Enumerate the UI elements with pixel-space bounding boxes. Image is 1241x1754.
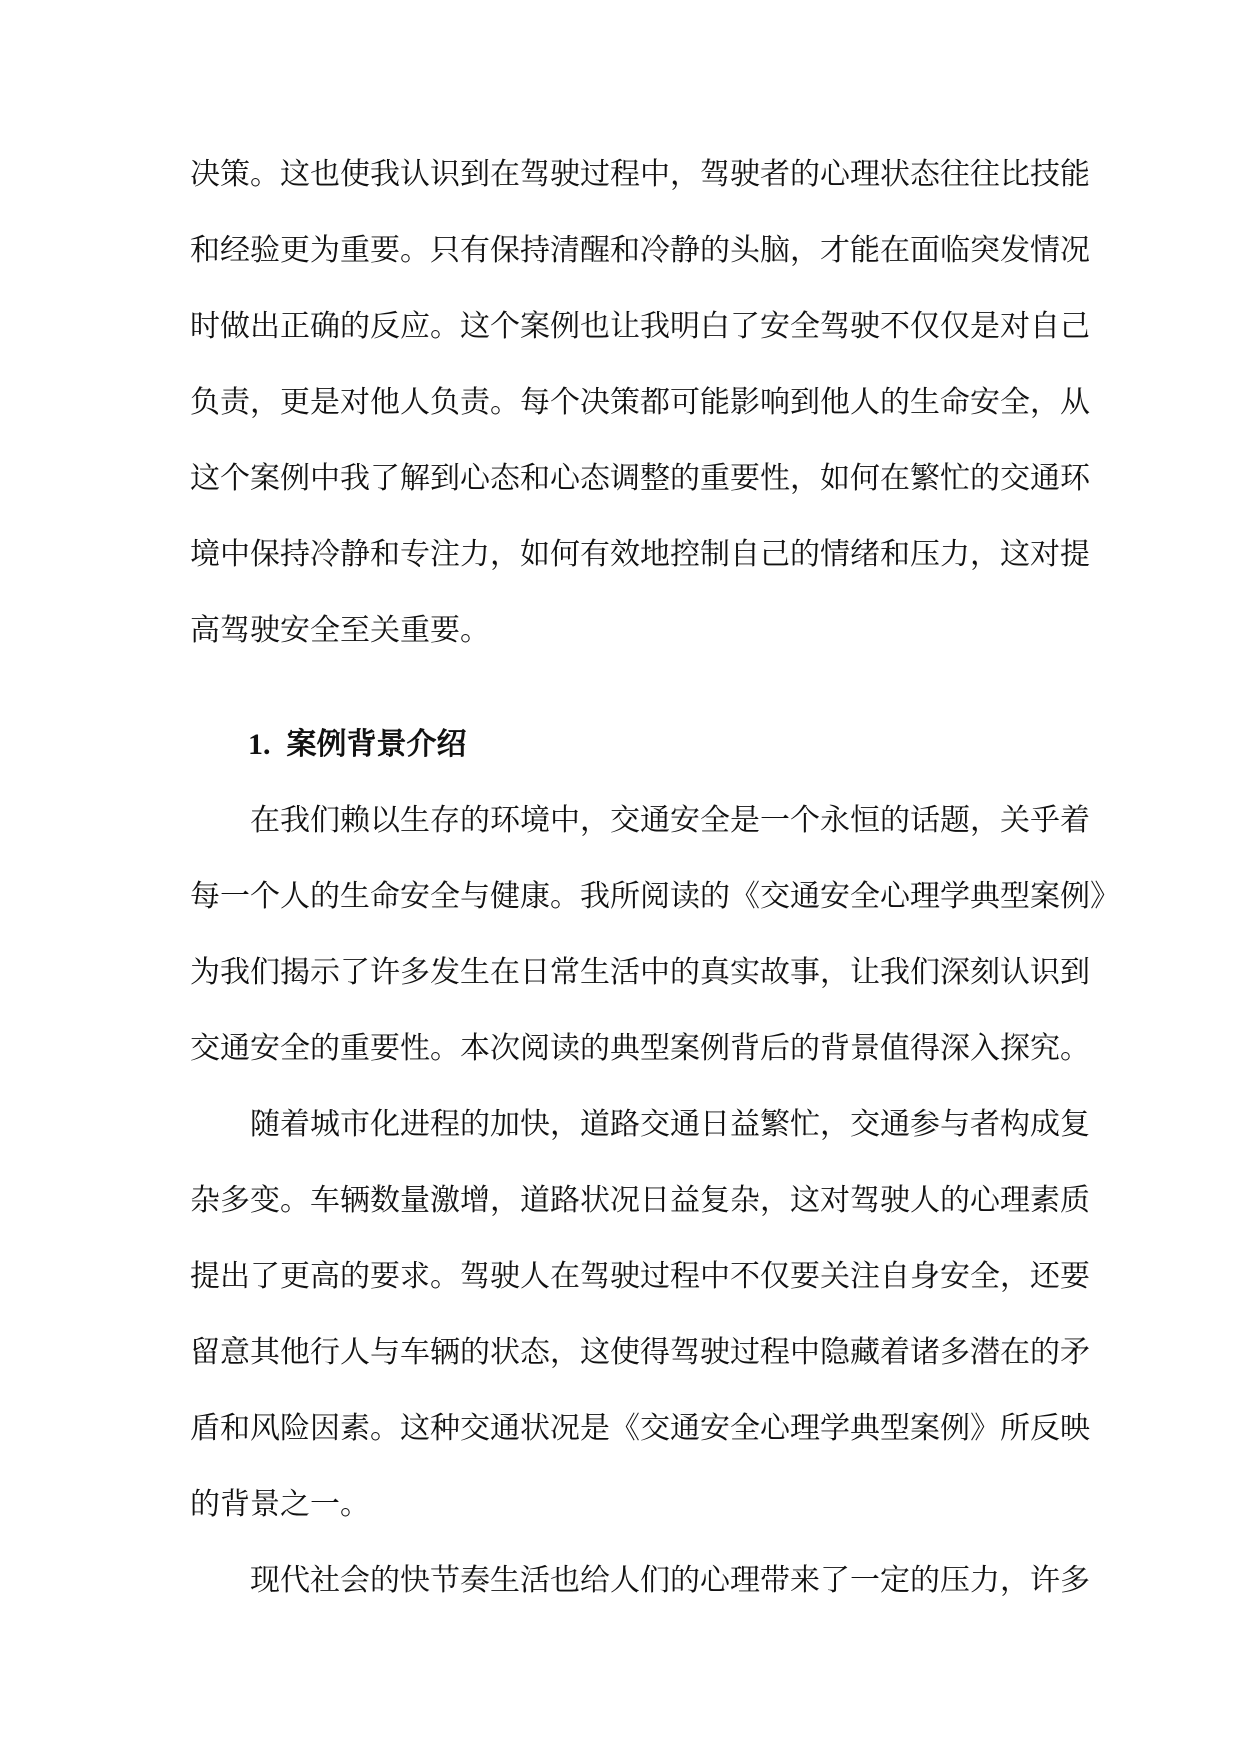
text-line: 在我们赖以生存的环境中，交通安全是一个永恒的话题，关乎着 xyxy=(250,803,1090,838)
section-spacer xyxy=(190,669,1054,707)
paragraph-continuation xyxy=(190,137,1090,669)
text-line: 负责，更是对他人负责。每个决策都可能影响到他人的生命安全，从 xyxy=(190,385,1090,420)
paragraph-urbanization xyxy=(190,1087,1090,1543)
text-line: 提出了更高的要求。驾驶人在驾驶过程中不仅要关注自身安全，还要 xyxy=(190,1259,1090,1294)
text-line: 随着城市化进程的加快，道路交通日益繁忙，交通参与者构成复 xyxy=(250,1107,1090,1142)
section-number: 1. xyxy=(248,728,271,761)
text-line: 杂多变。车辆数量激增，道路状况日益复杂，这对驾驶人的心理素质 xyxy=(190,1183,1090,1218)
text-line: 每一个人的生命安全与健康。我所阅读的《交通安全心理学典型案例》 xyxy=(190,879,1120,914)
text-line: 留意其他行人与车辆的状态，这使得驾驶过程中隐藏着诸多潜在的矛 xyxy=(190,1335,1090,1370)
text-line: 为我们揭示了许多发生在日常生活中的真实故事，让我们深刻认识到 xyxy=(190,955,1090,990)
text-line: 高驾驶安全至关重要。 xyxy=(190,613,490,648)
text-line: 盾和风险因素。这种交通状况是《交通安全心理学典型案例》所反映 xyxy=(190,1411,1090,1446)
paragraph-background-intro xyxy=(190,783,1120,1087)
paragraph-modern-society xyxy=(190,1543,1090,1619)
text-line: 的背景之一。 xyxy=(190,1487,370,1522)
document-body xyxy=(190,137,1120,1619)
text-line: 这个案例中我了解到心态和心态调整的重要性，如何在繁忙的交通环 xyxy=(190,461,1090,496)
text-line: 和经验更为重要。只有保持清醒和冷静的头脑，才能在面临突发情况 xyxy=(190,233,1090,268)
text-line: 交通安全的重要性。本次阅读的典型案例背后的背景值得深入探究。 xyxy=(190,1031,1090,1066)
text-line: 境中保持冷静和专注力，如何有效地控制自己的情绪和压力，这对提 xyxy=(190,537,1090,572)
section-title: 案例背景介绍 xyxy=(286,727,467,762)
text-line: 现代社会的快节奏生活也给人们的心理带来了一定的压力，许多 xyxy=(250,1563,1090,1598)
text-line: 决策。这也使我认识到在驾驶过程中，驾驶者的心理状态往往比技能 xyxy=(190,157,1090,192)
section-heading xyxy=(190,707,1054,783)
text-line: 时做出正确的反应。这个案例也让我明白了安全驾驶不仅仅是对自己 xyxy=(190,309,1090,344)
